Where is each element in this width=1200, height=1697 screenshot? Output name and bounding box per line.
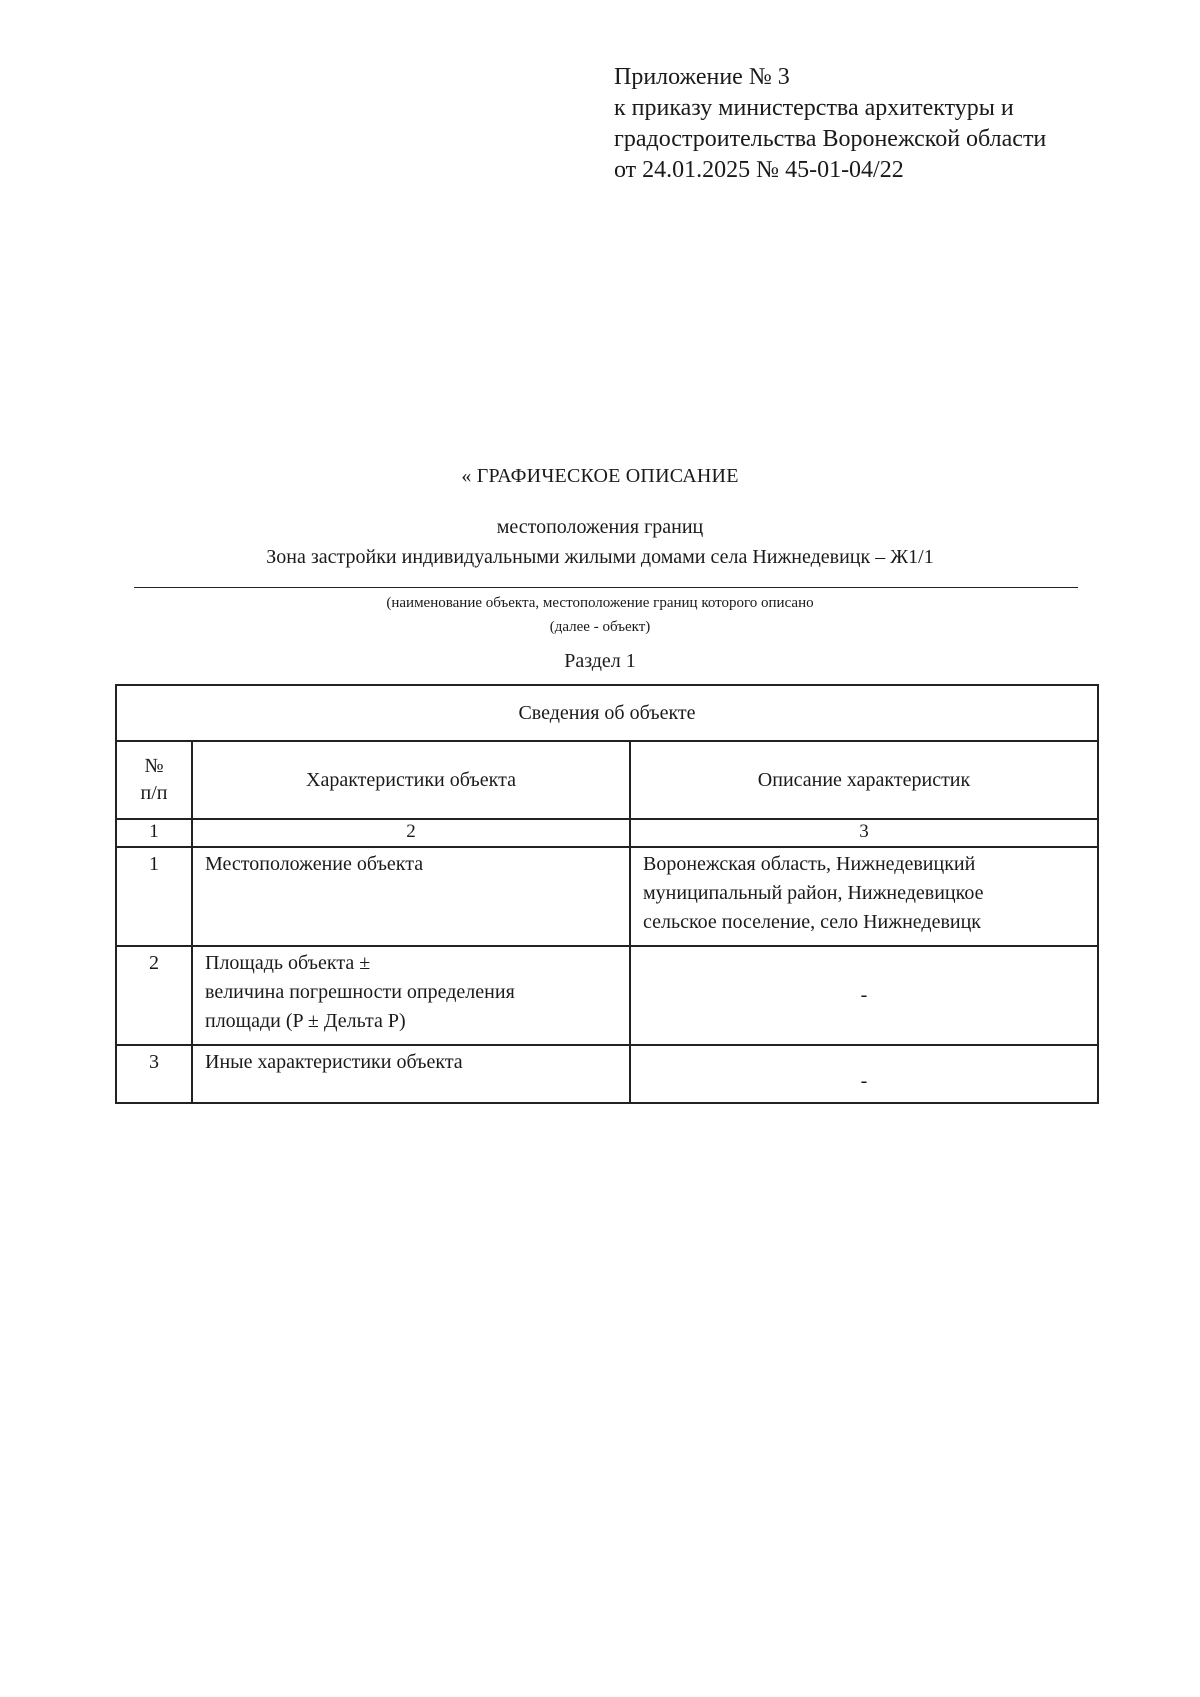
appendix-header — [614, 62, 1046, 186]
appendix-order-line: к приказу министерства архитектуры и — [614, 95, 1014, 121]
subtitle-line-2: Зона застройки индивидуальными жилыми домами села Нижнедевицк – Ж1/1 — [266, 546, 934, 568]
document-subtitle — [0, 512, 1200, 572]
description-line: муниципальный район, Нижнедевицкое — [643, 882, 984, 904]
note-line-2: (далее - объект) — [549, 619, 651, 635]
column-index-row — [116, 819, 1098, 847]
row-number: 2 — [116, 946, 192, 1045]
header-characteristics: Характеристики объекта — [192, 741, 630, 819]
table-row — [116, 946, 1098, 1045]
document-title: « ГРАФИЧЕСКОЕ ОПИСАНИЕ — [461, 465, 739, 487]
row-number: 1 — [116, 847, 192, 946]
description-line: Воронежская область, Нижнедевицкий — [643, 853, 976, 875]
row-number: 3 — [116, 1045, 192, 1103]
note-line-1: (наименование объекта, местоположение границ которого описано — [386, 595, 814, 611]
characteristic-line: площади (P ± Дельта P) — [205, 1010, 406, 1032]
characteristic-line: Местоположение объекта — [205, 853, 424, 875]
appendix-date-number: от 24.01.2025 № 45-01-04/22 — [614, 157, 904, 183]
row-characteristic — [192, 946, 630, 1045]
column-index-1: 1 — [116, 819, 192, 847]
row-characteristic — [192, 1045, 630, 1103]
characteristic-line: величина погрешности определения — [205, 981, 515, 1003]
row-characteristic — [192, 847, 630, 946]
characteristic-line: Иные характеристики объекта — [205, 1051, 463, 1073]
row-description — [630, 847, 1098, 946]
row-description: - — [630, 1045, 1098, 1103]
column-index-3: 3 — [630, 819, 1098, 847]
header-number-sign: № — [144, 755, 164, 777]
header-number — [116, 741, 192, 819]
appendix-title: Приложение № 3 — [614, 64, 790, 90]
table-row — [116, 1045, 1098, 1103]
table-caption-row — [116, 685, 1098, 741]
section-label: Раздел 1 — [564, 650, 636, 672]
underline-rule — [134, 587, 1078, 588]
table-header-row — [116, 741, 1098, 819]
header-description: Описание характеристик — [630, 741, 1098, 819]
row-description: - — [630, 946, 1098, 1045]
subtitle-line-1: местоположения границ — [496, 516, 704, 538]
header-number-pp: п/п — [140, 782, 168, 804]
column-index-2: 2 — [192, 819, 630, 847]
object-info-table — [115, 684, 1099, 1104]
object-note — [0, 591, 1200, 639]
appendix-ministry-line: градостроительства Воронежской области — [614, 126, 1047, 152]
characteristic-line: Площадь объекта ± — [205, 952, 371, 974]
description-line: сельское поселение, село Нижнедевицк — [643, 911, 982, 933]
table-row — [116, 847, 1098, 946]
table-caption: Сведения об объекте — [116, 685, 1098, 741]
